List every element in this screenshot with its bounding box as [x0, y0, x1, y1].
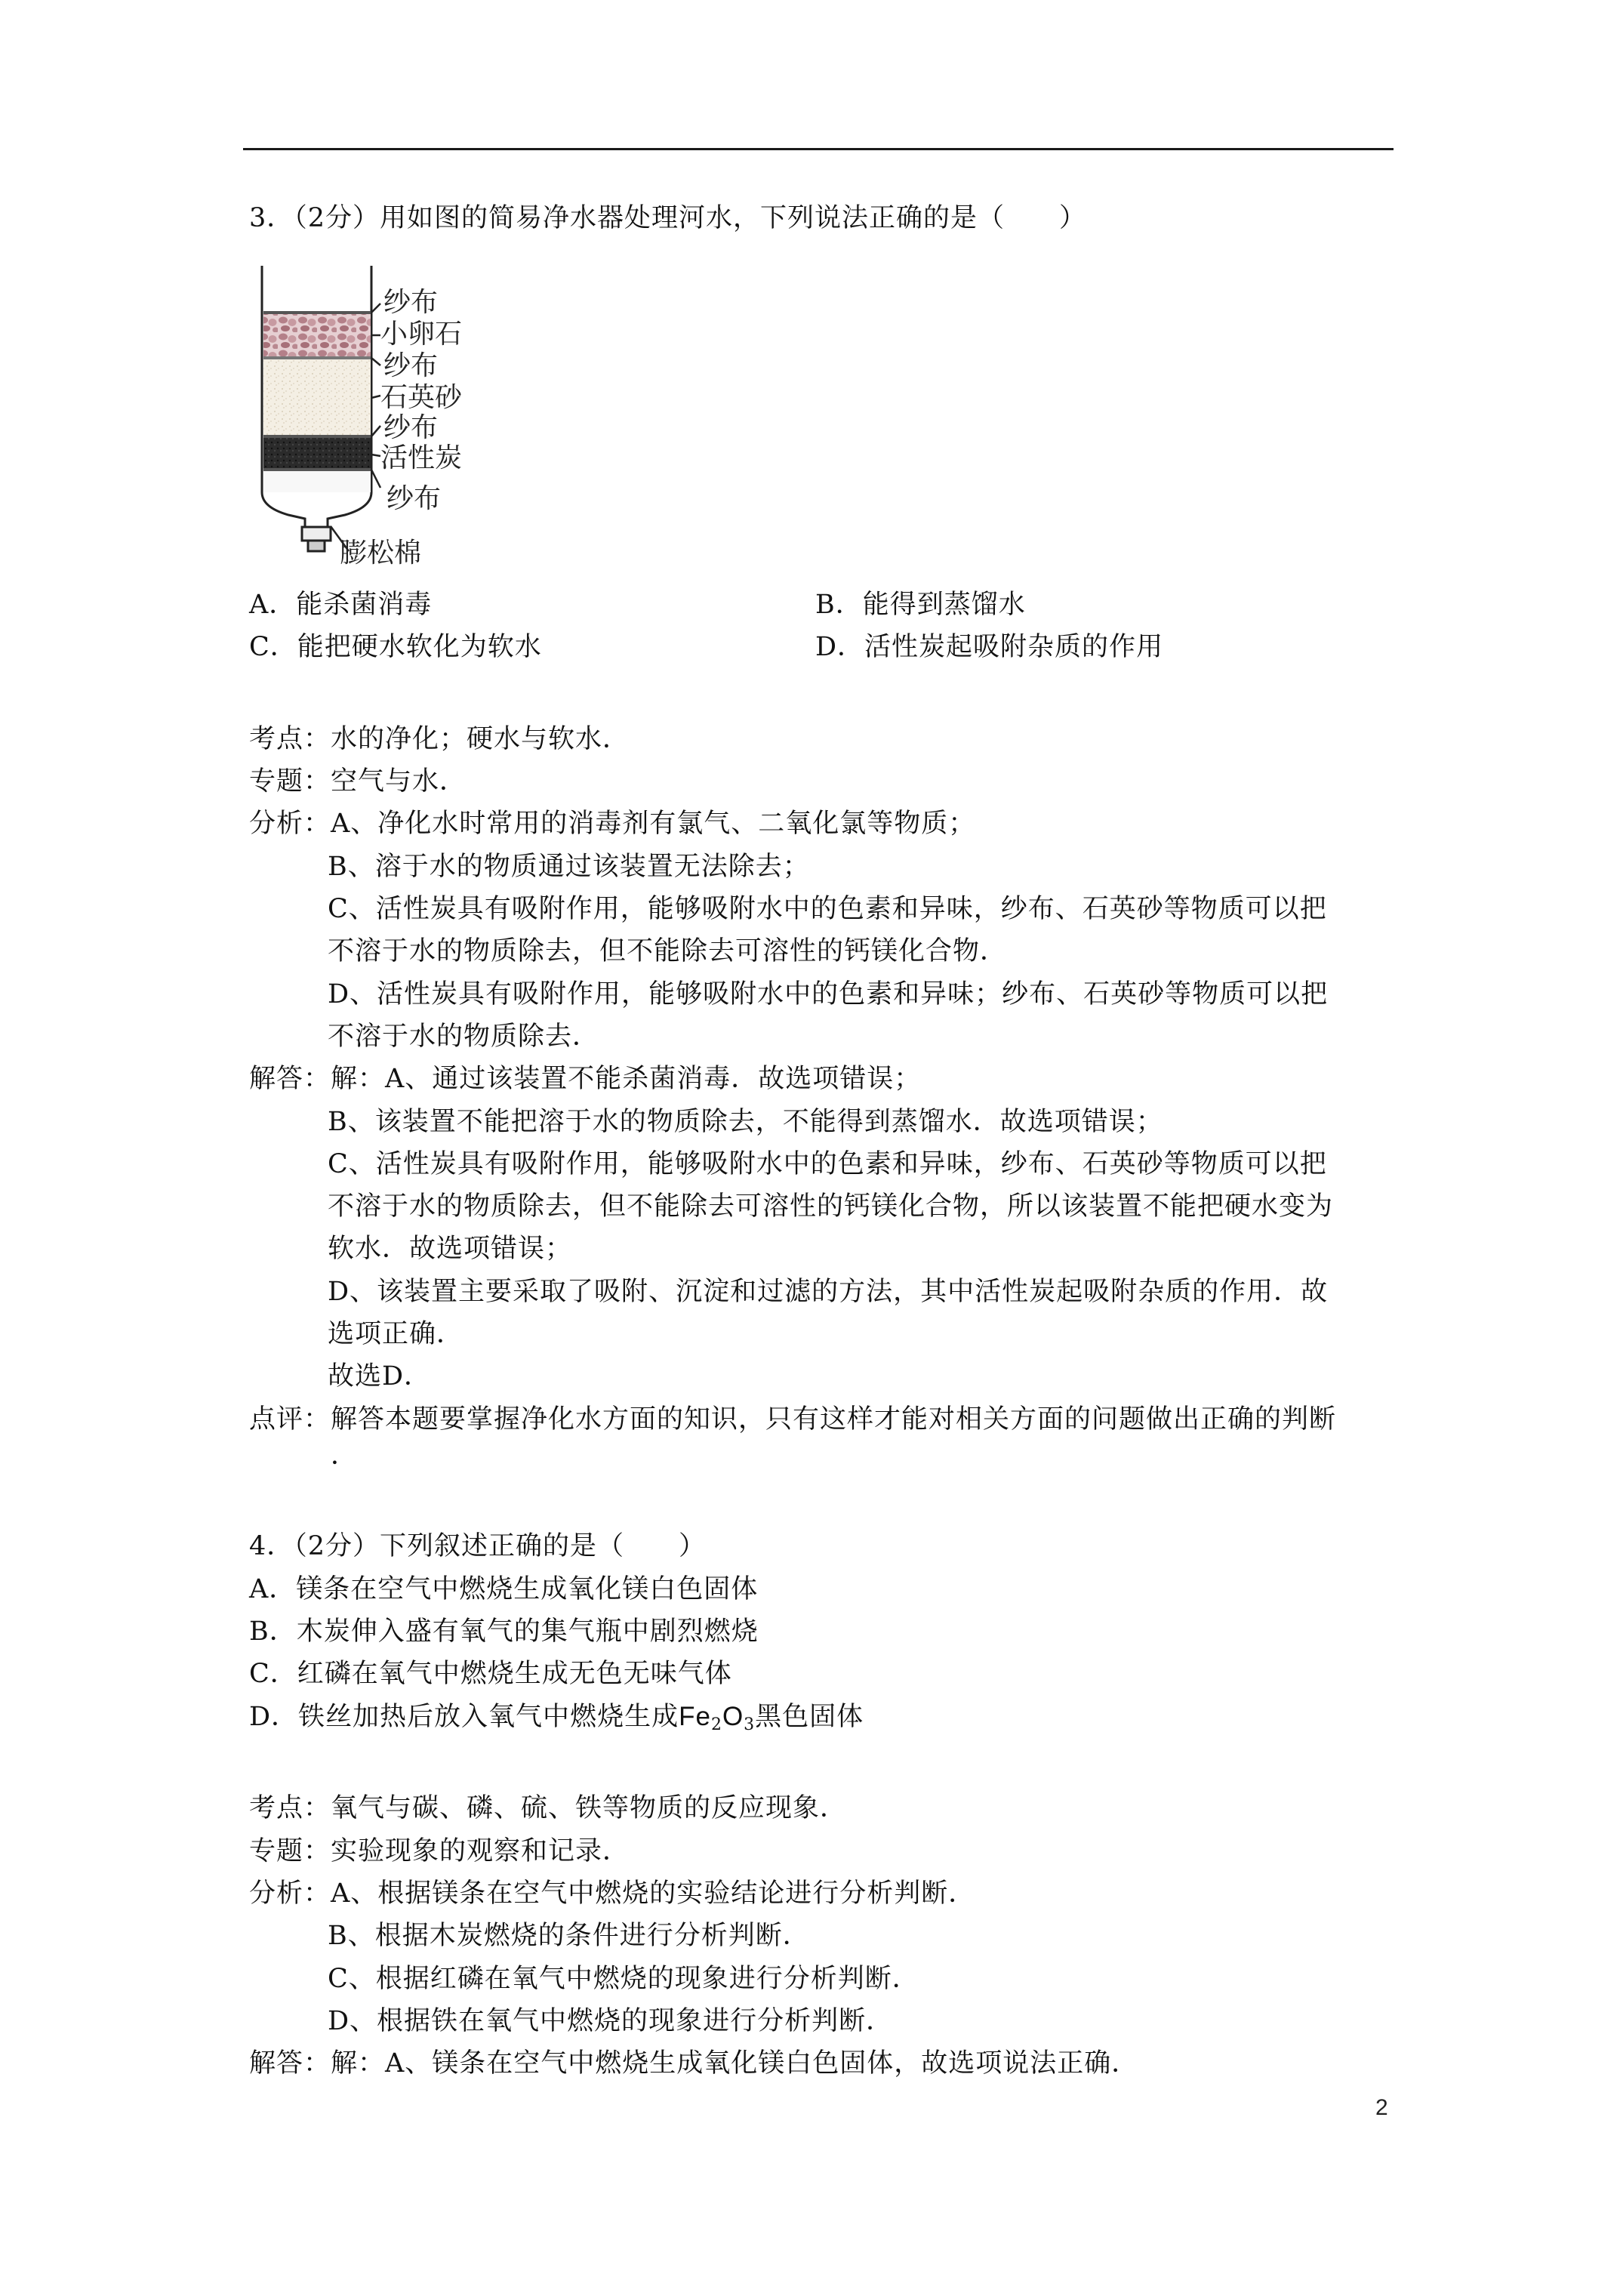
header-rule — [243, 148, 1394, 150]
gauze-layer — [263, 311, 371, 314]
cylinder-neck — [262, 492, 371, 527]
q3-jieda-line: 软水．故选项错误； — [328, 1234, 573, 1264]
q4-zhuanti: 专题：实验现象的观察和记录． — [249, 1836, 630, 1866]
q4-fenxi-line: C、根据红磷在氧气中燃烧的现象进行分析判断． — [328, 1964, 919, 1994]
q3-jieda-line: 故选D． — [328, 1361, 432, 1391]
q3-option-b[interactable]: B．能得到蒸馏水 — [815, 590, 1026, 620]
q3-fenxi-line: 不溶于水的物质除去，但不能除去可溶性的钙镁化合物． — [328, 936, 1008, 966]
formula-fe: Fe — [679, 1702, 711, 1731]
pebble-layer — [263, 314, 371, 356]
q4-fenxi-line: D、根据铁在氧气中燃烧的现象进行分析判断． — [328, 2006, 894, 2036]
q4-kaodian: 考点：氧气与碳、磷、硫、铁等物质的反应现象． — [249, 1793, 848, 1823]
q3-jieda-line: D、该装置主要采取了吸附、沉淀和过滤的方法，其中活性炭起吸附杂质的作用．故 — [328, 1277, 1329, 1307]
q3-option-a[interactable]: A．能杀菌消毒 — [249, 590, 433, 620]
q3-options-row-2 — [249, 629, 1397, 665]
q3-fenxi-line: B、溶于水的物质通过该装置无法除去； — [328, 852, 810, 882]
formula-sub-3: 3 — [744, 1715, 756, 1734]
figure-label: 活性炭 — [380, 442, 463, 473]
outlet-spout — [308, 541, 325, 551]
q4-option-d-text: D．铁丝加热后放入氧气中燃烧生成 — [249, 1702, 679, 1732]
gauze-layer — [263, 356, 371, 359]
q3-options-row-1 — [249, 587, 1397, 623]
water-purifier-figure — [258, 266, 500, 568]
page-number: 2 — [1375, 2095, 1388, 2120]
q3-stem: 3．（2分）用如图的简易净水器处理河水，下列说法正确的是（ ） — [249, 203, 1087, 233]
q3-jieda-line: 解答：解：A、通过该装置不能杀菌消毒．故选项错误； — [249, 1064, 922, 1094]
q3-dianping-line: 点评：解答本题要掌握净化水方面的知识，只有这样才能对相关方面的问题做出正确的判断 — [249, 1404, 1337, 1435]
q3-jieda-line: C、活性炭具有吸附作用，能够吸附水中的色素和异味，纱布、石英砂等物质可以把 — [328, 1149, 1327, 1179]
q3-fenxi-line: 分析：A、净化水时常用的消毒剂有氯气、二氧化氯等物质； — [249, 809, 976, 839]
q3-jieda-line: 选项正确． — [328, 1319, 464, 1349]
q4-fenxi-line: B、根据木炭燃烧的条件进行分析判断． — [328, 1921, 810, 1951]
q3-kaodian: 考点：水的净化；硬水与软水． — [249, 724, 630, 754]
gauze-layer — [263, 468, 371, 471]
formula-o: O — [722, 1702, 744, 1731]
q3-fenxi-line: C、活性炭具有吸附作用，能够吸附水中的色素和异味，纱布、石英砂等物质可以把 — [328, 894, 1327, 924]
q4-option-d-suffix: 黑色固体 — [755, 1702, 864, 1732]
quartz-sand-layer — [263, 359, 371, 435]
q4-option-a[interactable]: A．镁条在空气中燃烧生成氧化镁白色固体 — [249, 1574, 759, 1604]
q3-fenxi-line: D、活性炭具有吸附作用，能够吸附水中的色素和异味；纱布、石英砂等物质可以把 — [328, 979, 1329, 1009]
q4-jieda-line: 解答：解：A、镁条在空气中燃烧生成氧化镁白色固体，故选项说法正确． — [249, 2048, 1139, 2079]
q3-option-c[interactable]: C．能把硬水软化为软水 — [249, 632, 542, 662]
q4-fenxi-line: 分析：A、根据镁条在空气中燃烧的实验结论进行分析判断． — [249, 1878, 976, 1909]
q4-stem: 4．（2分）下列叙述正确的是（ ） — [249, 1531, 707, 1561]
activated-carbon-layer — [263, 438, 371, 468]
q3-jieda-line: B、该装置不能把溶于水的物质除去，不能得到蒸馏水．故选项错误； — [328, 1107, 1163, 1137]
figure-label: 小卵石 — [380, 319, 463, 350]
figure-label: 纱布 — [383, 287, 439, 318]
q4-option-c[interactable]: C．红磷在氧气中燃烧生成无色无味气体 — [249, 1659, 732, 1689]
q3-dianping-line: ． — [331, 1441, 359, 1471]
outlet-valve — [302, 527, 331, 541]
figure-label: 纱布 — [383, 350, 439, 381]
gauze-layer — [263, 435, 371, 438]
figure-label: 石英砂 — [380, 382, 463, 413]
figure-label: 纱布 — [387, 483, 442, 514]
q3-fenxi-line: 不溶于水的物质除去． — [328, 1022, 600, 1052]
cotton-layer — [263, 471, 371, 492]
formula-sub-2: 2 — [710, 1715, 722, 1734]
q3-jieda-line: 不溶于水的物质除去，但不能除去可溶性的钙镁化合物，所以该装置不能把硬水变为 — [328, 1191, 1334, 1222]
q3-zhuanti: 专题：空气与水． — [249, 766, 467, 797]
figure-label: 膨松棉 — [340, 538, 422, 568]
figure-label: 纱布 — [383, 412, 439, 443]
q3-option-d[interactable]: D．活性炭起吸附杂质的作用 — [815, 632, 1164, 662]
q4-option-d[interactable] — [249, 1699, 864, 1743]
q4-option-b[interactable]: B．木炭伸入盛有氧气的集气瓶中剧烈燃烧 — [249, 1616, 759, 1647]
